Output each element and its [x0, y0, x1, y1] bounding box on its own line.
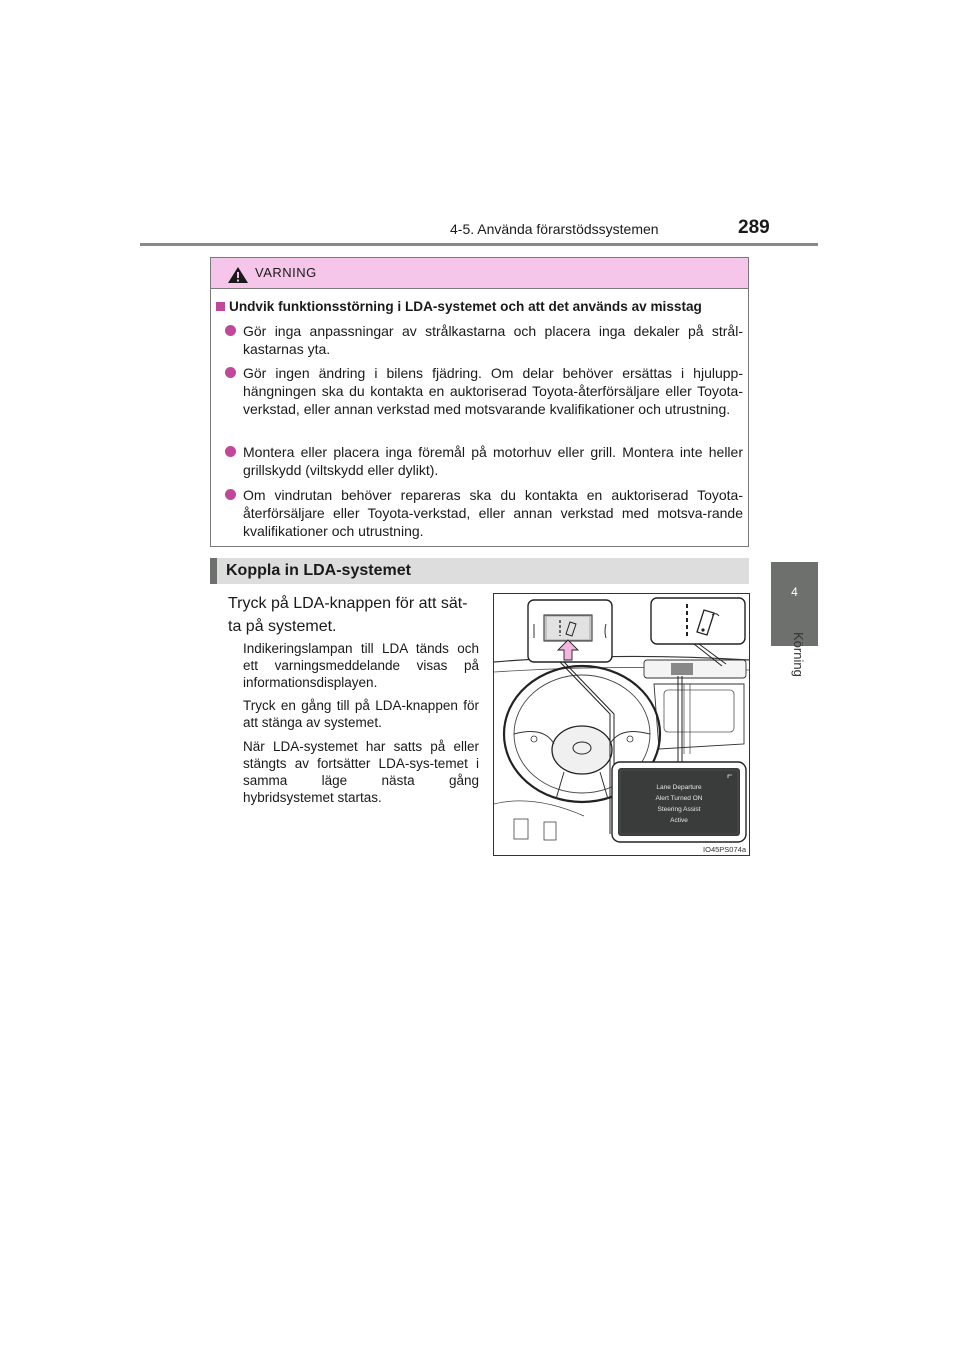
warning-item-text: Gör inga anpassningar av strålkastarna och placera inga dekaler på strål-kastarnas yta. — [243, 323, 743, 357]
section-title-text: Koppla in LDA-systemet — [226, 562, 411, 579]
warning-item — [225, 322, 743, 358]
body-paragraph: Tryck en gång till på LDA-knappen för att stänga av systemet. — [243, 698, 479, 730]
warning-box — [210, 257, 749, 547]
page-number: 289 — [738, 217, 770, 238]
warning-title: VARNING — [255, 265, 317, 280]
figure-code: IO45PS074a — [703, 845, 746, 854]
bullet-dot-icon — [225, 367, 236, 378]
warning-triangle-icon — [227, 266, 249, 284]
warning-item — [225, 364, 743, 418]
chapter-number: 4 — [791, 585, 798, 599]
warning-heading-text: Undvik funktionsstörning i LDA-systemet och att det används av misstag — [229, 299, 702, 314]
header-rule — [140, 243, 818, 246]
display-line: Active — [670, 817, 688, 824]
square-bullet-icon — [216, 302, 225, 311]
warning-header — [211, 258, 748, 289]
bullet-dot-icon — [225, 325, 236, 336]
warning-item — [225, 486, 743, 540]
bullet-dot-icon — [225, 489, 236, 500]
warning-item-text: Om vindrutan behöver repareras ska du kontakta en auktoriserad Toyota-återförsäljare eller Toyota-verkstad, eller annan verkstad med motsva-rande kvalifikationer och utrustning. — [243, 487, 743, 539]
warning-heading — [216, 299, 744, 314]
display-line: Steering Assist — [657, 806, 701, 813]
dashboard-illustration — [493, 593, 750, 856]
display-line: Alert Turned ON — [655, 795, 703, 802]
warning-item-text: Gör ingen ändring i bilens fjädring. Om delar behöver ersättas i hjulupp-hängningen ska du kontakta en auktoriserad Toyota-återförsäljare eller Toyota-verkstad, eller annan verkstad med motsvarande kvalifikationer och utrustning. — [243, 365, 743, 417]
section-title: 4-5. Använda förarstödssystemen — [450, 221, 659, 237]
warning-item — [225, 443, 743, 479]
display-line: Lane Departure — [656, 784, 702, 791]
bullet-dot-icon — [225, 446, 236, 457]
instruction-text: Tryck på LDA-knappen för att sät-ta på systemet. — [228, 595, 468, 635]
warning-item-text: Montera eller placera inga föremål på motorhuv eller grill. Montera inte heller grillskydd (viltskydd eller dylikt). — [243, 444, 743, 478]
body-paragraph: Indikeringslampan till LDA tänds och ett varningsmeddelande visas på informationsdisplayen. — [243, 641, 479, 690]
section-accent — [210, 558, 217, 584]
chapter-label: Körning — [791, 632, 806, 677]
body-paragraph: När LDA-systemet har satts på eller stängts av fortsätter LDA-sys-temet i samma läge nästa gång hybridsystemet startas. — [243, 739, 479, 805]
section-header — [210, 558, 749, 584]
